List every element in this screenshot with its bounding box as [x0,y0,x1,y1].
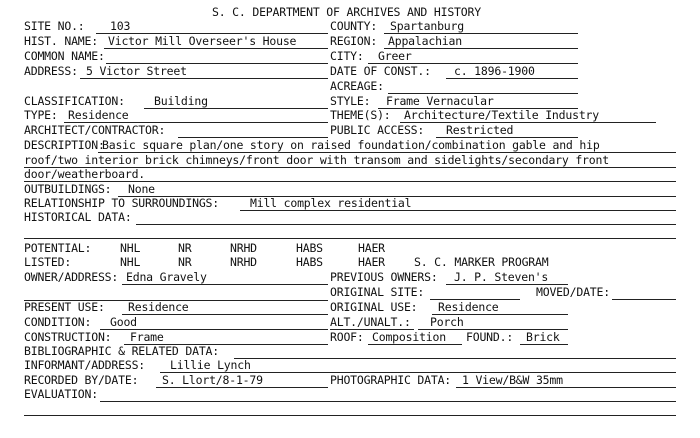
public-access-value: Restricted [446,123,514,137]
potential-nrhd: NRHD [230,241,257,255]
moved-date-label: MOVED/DATE: [536,285,610,299]
alt-unalt-label: ALT./UNALT.: [330,315,411,329]
owner-value: Edna Gravely [126,270,207,284]
original-use-value: Residence [438,300,499,314]
date-const-label: DATE OF CONST.: [330,64,431,78]
potential-habs: HABS [296,241,323,255]
informant-value: Lillie Lynch [170,358,251,372]
previous-owners-value: J. P. Steven's [454,270,549,284]
architect-label: ARCHITECT/CONTRACTOR: [24,123,166,137]
bibliographic-label: BIBLIOGRAPHIC & RELATED DATA: [24,344,219,358]
outbuildings-value: None [128,182,155,196]
informant-label: INFORMANT/ADDRESS: [24,358,146,372]
recorded-by-label: RECORDED BY/DATE: [24,373,139,387]
recorded-by-value: S. Llort/8-1-79 [162,373,263,387]
style-label: STYLE: [330,94,371,108]
description-line-1: Basic square plan/one story on raised foundation/combination gable and hip [102,138,600,152]
listed-haer: HAER [358,255,385,269]
address-label: ADDRESS: [24,64,78,78]
potential-nr: NR [178,241,192,255]
city-value: Greer [378,49,412,63]
relationship-value: Mill complex residential [250,196,412,210]
type-label: TYPE: [24,108,58,122]
construction-value: Frame [130,330,164,344]
acreage-label: ACREAGE: [330,79,384,93]
historical-data-label: HISTORICAL DATA: [24,210,132,224]
condition-label: CONDITION: [24,315,92,329]
region-label: REGION: [330,34,378,48]
marker-program: S. C. MARKER PROGRAM [414,255,549,269]
county-value: Spartanburg [390,19,464,33]
style-value: Frame Vernacular [386,94,494,108]
form-header: S. C. DEPARTMENT OF ARCHIVES AND HISTORY [212,5,481,19]
date-const-value: c. 1896-1900 [454,64,535,78]
construction-label: CONSTRUCTION: [24,330,112,344]
type-value: Residence [68,108,129,122]
potential-label: POTENTIAL: [24,241,92,255]
hist-name-value: Victor Mill Overseer's House [108,34,297,48]
previous-owners-label: PREVIOUS OWNERS: [330,270,438,284]
listed-nr: NR [178,255,192,269]
region-value: Appalachian [388,34,462,48]
present-use-label: PRESENT USE: [24,300,105,314]
foundation-value: Brick [526,330,560,344]
alt-unalt-value: Porch [430,315,464,329]
present-use-value: Residence [128,300,189,314]
photographic-label: PHOTOGRAPHIC DATA: [330,373,452,387]
classification-label: CLASSIFICATION: [24,94,125,108]
roof-value: Composition [372,330,446,344]
potential-haer: HAER [358,241,385,255]
listed-nhl: NHL [120,255,141,269]
public-access-label: PUBLIC ACCESS: [330,123,425,137]
address-value: 5 Victor Street [86,64,187,78]
description-line-3: door/weatherboard. [24,167,146,181]
original-use-label: ORIGINAL USE: [330,300,418,314]
site-no-value: 103 [110,19,131,33]
outbuildings-label: OUTBUILDINGS: [24,182,112,196]
hist-name-label: HIST. NAME: [24,34,98,48]
original-site-label: ORIGINAL SITE: [330,285,425,299]
listed-habs: HABS [296,255,323,269]
theme-value: Architecture/Textile Industry [404,108,599,122]
city-label: CITY: [330,49,364,63]
condition-value: Good [110,315,137,329]
theme-label: THEME(S): [330,108,391,122]
listed-nrhd: NRHD [230,255,257,269]
common-name-label: COMMON NAME: [24,49,105,63]
foundation-label: FOUND.: [466,330,514,344]
photographic-value: 1 View/B&W 35mm [462,373,563,387]
roof-label: ROOF: [330,330,364,344]
county-label: COUNTY: [330,19,378,33]
evaluation-label: EVALUATION: [24,387,98,401]
listed-label: LISTED: [24,255,72,269]
owner-label: OWNER/ADDRESS: [24,270,119,284]
classification-value: Building [154,94,208,108]
potential-nhl: NHL [120,241,141,255]
description-line-2: roof/two interior brick chimneys/front door with transom and sidelights/secondary front [24,153,609,167]
description-label: DESCRIPTION: [24,138,105,152]
site-no-label: SITE NO.: [24,19,85,33]
relationship-label: RELATIONSHIP TO SURROUNDINGS: [24,196,219,210]
